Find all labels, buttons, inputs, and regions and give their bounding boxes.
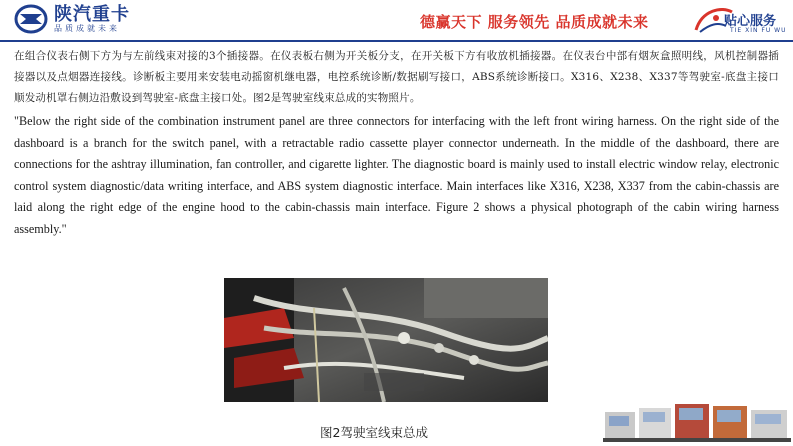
- figure-caption: 图2驾驶室线束总成: [320, 425, 428, 440]
- paragraph-english: "Below the right side of the combination instrument panel are three connectors for interfacing with the left front wiring harness. On the right side of the dashboard is a branch for the switch panel, with a retractable radio cassette player connector underneath. In the middle of the dashboard, there are connections for the ashtray illumination, fan controller, and cigarette lighter. The diagnostic board is mainly used to install electric window relay, electronic control system diagnostic/data writing interface, and ABS system diagnostic interface. Main interfaces like X316, X238, X337 from the cabin-chassis are laid along the right edge of the engine hood to the cabin-chassis main interface. Figure 2 shows a physical photograph of the cabin wiring harness assembly.": [14, 114, 779, 236]
- header-divider: [0, 40, 793, 42]
- slogan: 德赢天下 服务领先 品质成就未来: [420, 13, 649, 31]
- wiring-harness-photo: [224, 278, 548, 402]
- service-pinyin: TIE XIN FU WU: [730, 27, 787, 34]
- brand-subtitle: 品质成就未来: [54, 23, 120, 33]
- brand-logo: [14, 4, 130, 34]
- shacman-emblem-icon: [14, 4, 48, 34]
- paragraph-chinese: 在组合仪表右侧下方为与左前线束对接的3个插接器。在仪表板右侧为开关板分支，在开关板下方有收放机插接器。在仪表台中部有烟灰盒照明线，风机控制器插接器以及点烟器连接线。诊断板主要用来安装电动摇窗机继电器，电控系统诊断/数据刷写接口，ABS系统诊断接口。X316、X238、X337等驾驶室-底盘主接口顺发动机罩右侧边沿敷设到驾驶室-底盘主接口处。图2是驾驶室线束总成的实物照片。: [14, 50, 779, 104]
- service-name: 贴心服务: [724, 14, 777, 29]
- page-header: [0, 0, 793, 40]
- brand-title: 陕汽重卡: [54, 3, 130, 25]
- trucks-decoration-icon: [603, 396, 791, 444]
